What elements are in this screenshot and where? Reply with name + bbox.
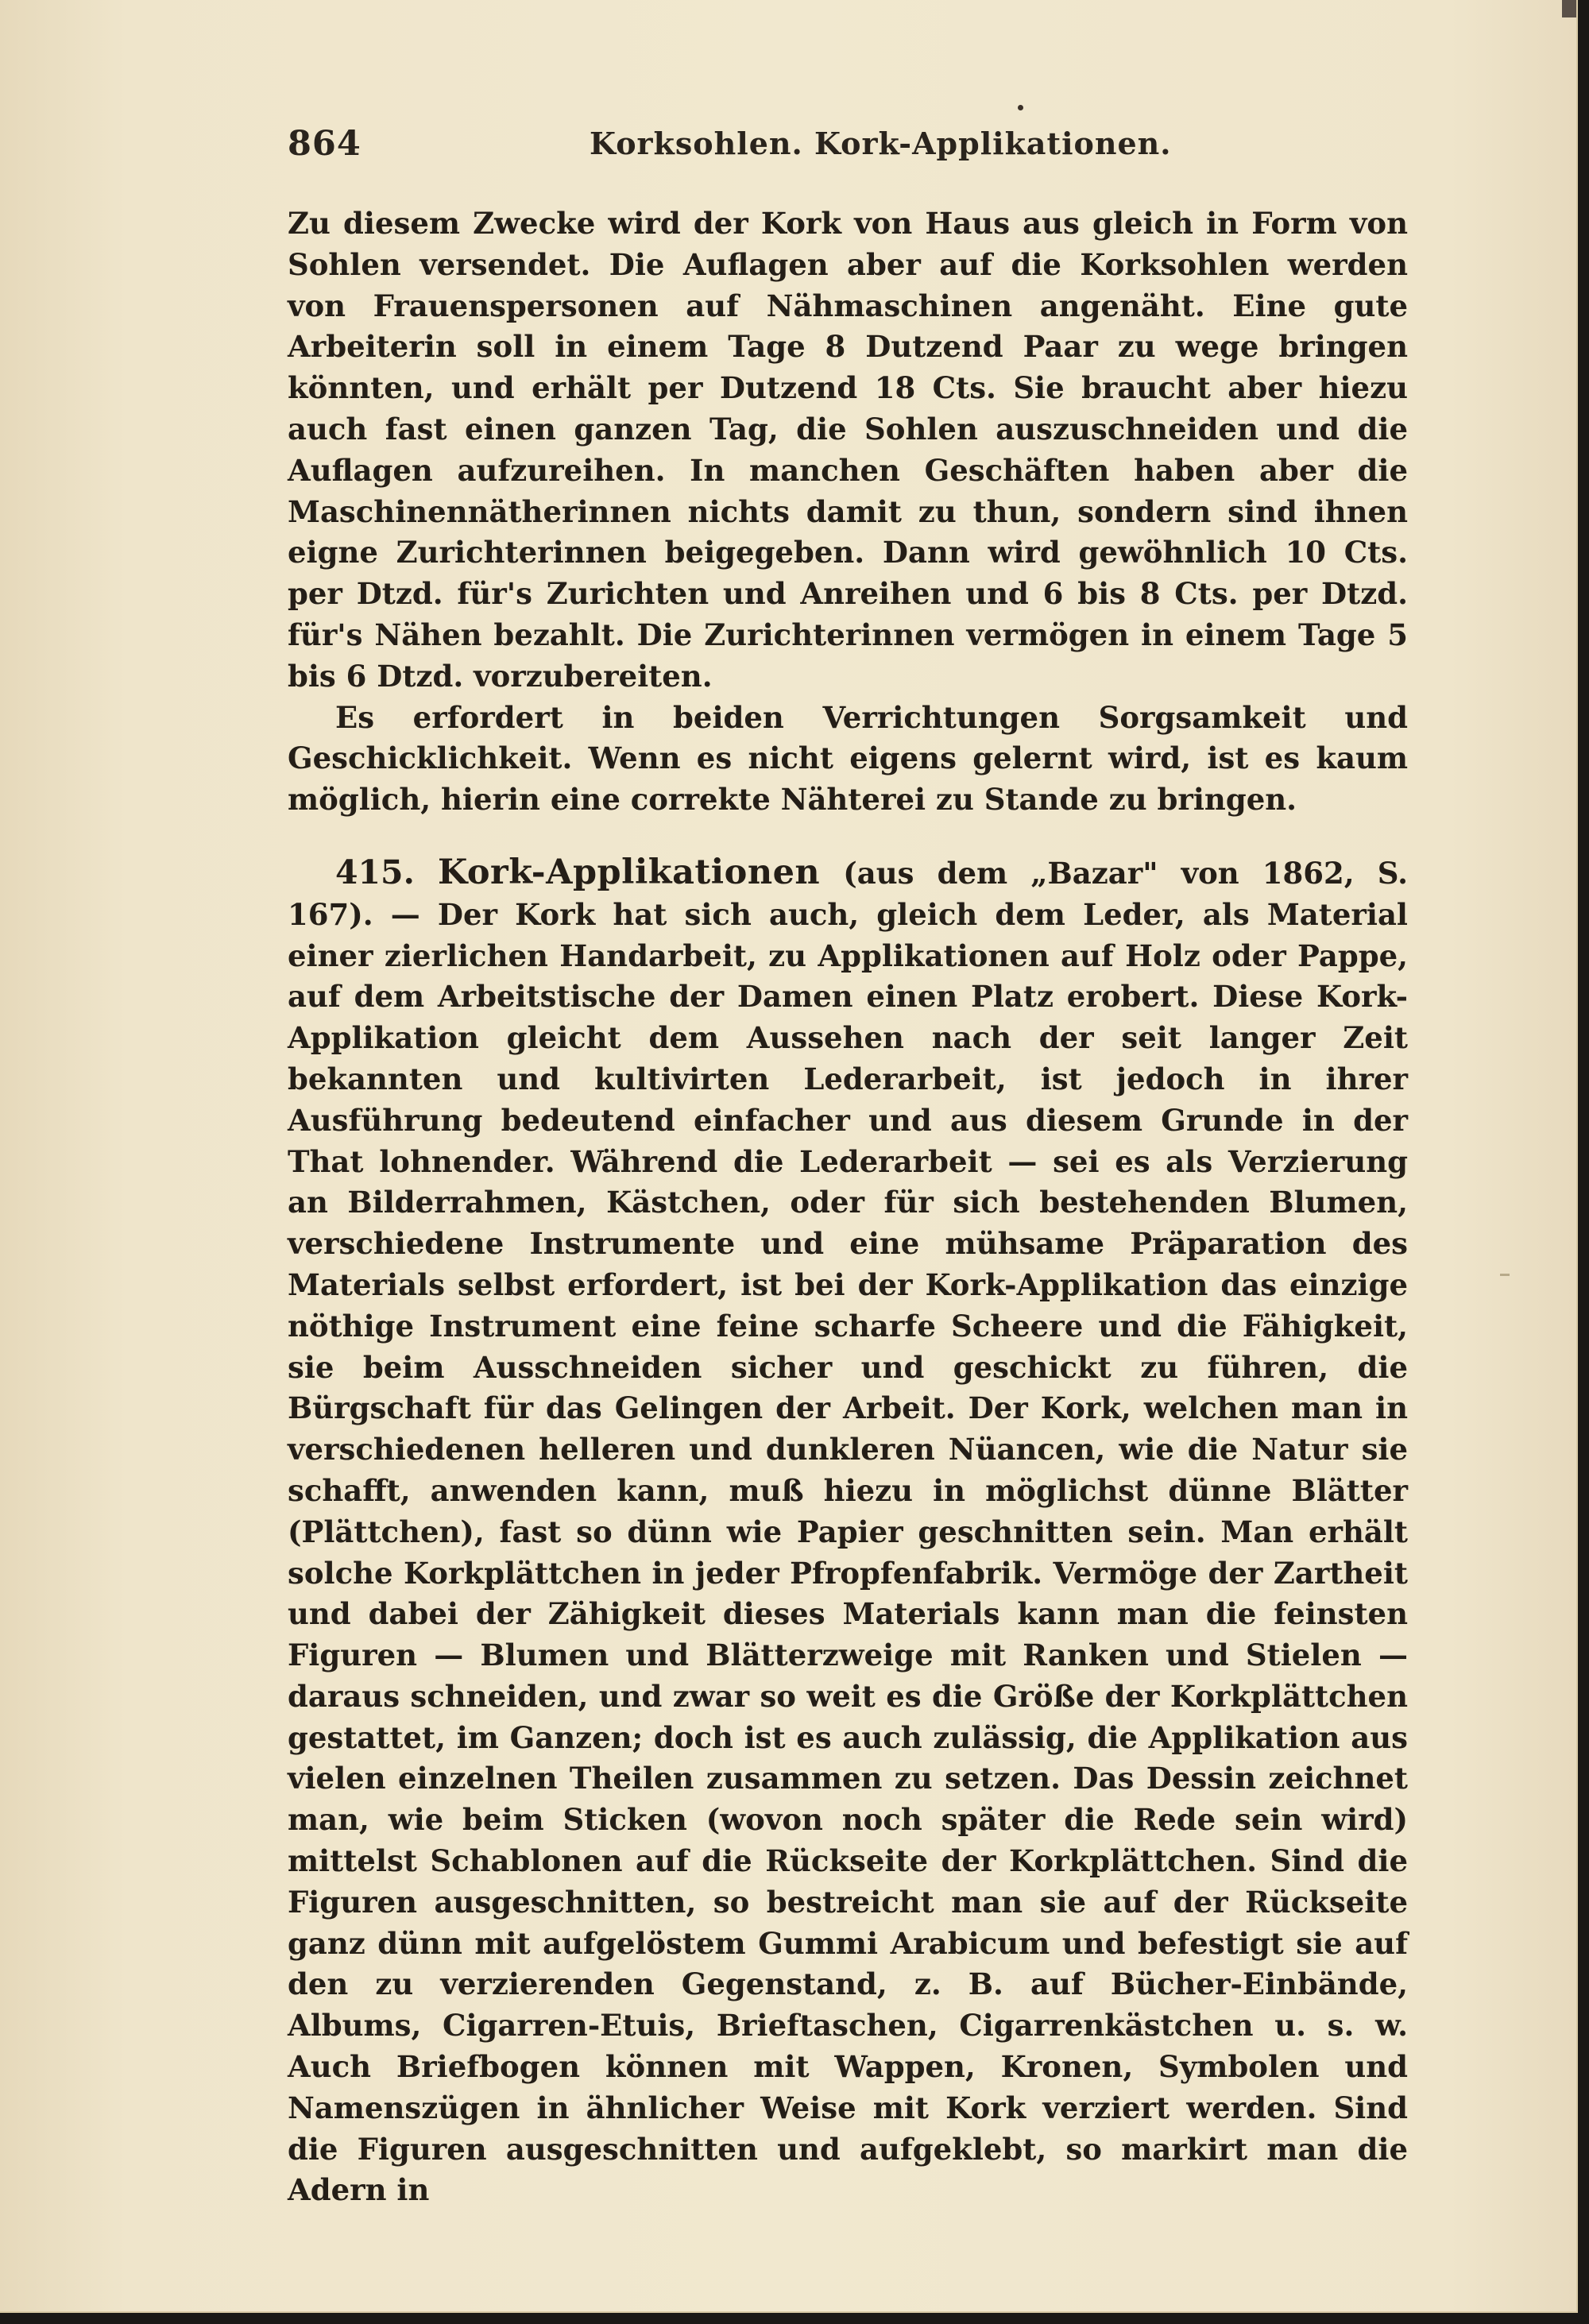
- section-text: (aus dem „Bazar" von 1862, S. 167). — Der Kork hat sich auch, gleich dem Leder, als Material einer zierlichen Handarbeit, zu Applikationen auf Holz oder Pappe, auf dem Arbeitstische der Damen einen Platz erobert. Diese Kork-Applikation gleicht dem Aussehen nach der seit langer Zeit bekannten und kultivirten Lederarbeit, ist jedoch in ihrer Ausführung bedeutend einfacher und aus diesem Grunde in der That lohnender. Während die Lederarbeit — sei es als Verzierung an Bilderrahmen, Kästchen, oder für sich bestehenden Blumen, verschiedene Instrumente und eine mühsame Präparation des Materials selbst erfordert, ist bei der Kork-Applikation das einzige nöthige Instrument eine feine scharfe Scheere und die Fähigkeit, sie beim Ausschneiden sicher und geschickt zu führen, die Bürgschaft für das Gelingen der Arbeit. Der Kork, welchen man in verschiedenen helleren und dunkleren Nüancen, wie die Natur sie schafft, anwenden kann, muß hiezu in möglichst dünne Blätter (Plättchen), fast so dünn wie Papier geschnitten sein. Man erhält solche Korkplättchen in jeder Pfropfenfabrik. Vermöge der Zartheit und dabei der Zähigkeit dieses Materials kann man die feinsten Figuren — Blumen und Blätterzweige mit Ranken und Stielen — daraus schneiden, und zwar so weit es die Größe der Korkplättchen gestattet, im Ganzen; doch ist es auch zulässig, die Applikation aus vielen einzelnen Theilen zusammen zu setzen. Das Dessin zeichnet man, wie beim Sticken (wovon noch später die Rede sein wird) mittelst Schablonen auf die Rückseite der Korkplättchen. Sind die Figuren ausgeschnitten, so bestreicht man sie auf der Rückseite ganz dünn mit aufgelöstem Gummi Arabicum und befestigt sie auf den zu verzierenden Gegenstand, z. B. auf Bücher-Einbände, Albums, Cigarren-Etuis, Brieftaschen, Cigarrenkästchen u. s. w. Auch Briefbogen können mit Wappen, Kronen, Symbolen und Namenszügen in ähnlicher Weise mit Kork verziert werden. Sind die Figuren ausgeschnitten und aufgeklebt, so markirt man die Adern in: [288, 855, 1408, 2208]
- running-title: Korksohlen. Kork-Applikationen.: [590, 126, 1172, 161]
- scan-corner-mark: [1562, 0, 1576, 17]
- page-header: [288, 124, 1408, 168]
- page-number: 864: [288, 124, 361, 164]
- section-number: 415.: [335, 853, 415, 891]
- paragraph-2: Es erfordert in beiden Verrichtungen Sorgsamkeit und Geschicklichkeit. Wenn es nicht eigens gelernt wird, ist es kaum möglich, hierin eine correkte Nähterei zu Stande zu bringen.: [288, 699, 1408, 818]
- section-paragraph: [288, 853, 1408, 2211]
- margin-tick: [1500, 1274, 1510, 1276]
- body-text: [288, 203, 1408, 2211]
- print-dot: [1018, 105, 1023, 110]
- paragraph-1: Zu diesem Zwecke wird der Kork von Haus aus gleich in Form von Sohlen versendet. Die Auflagen aber auf die Korksohlen werden von Frauenspersonen auf Nähmaschinen angenäht. Eine gute Arbeiterin soll in einem Tage 8 Dutzend Paar zu wege bringen könnten, und erhält per Dutzend 18 Cts. Sie braucht aber hiezu auch fast einen ganzen Tag, die Sohlen auszuschneiden und die Auflagen aufzureihen. In manchen Geschäften haben aber die Maschinennätherinnen nichts damit zu thun, sondern sind ihnen eigne Zurichterinnen beigegeben. Dann wird gewöhnlich 10 Cts. per Dtzd. für's Zurichten und Anreihen und 6 bis 8 Cts. per Dtzd. für's Nähen bezahlt. Die Zurichterinnen vermögen in einem Tage 5 bis 6 Dtzd. vorzubereiten.: [288, 206, 1408, 694]
- section-title: Kork-Applikationen: [437, 852, 821, 892]
